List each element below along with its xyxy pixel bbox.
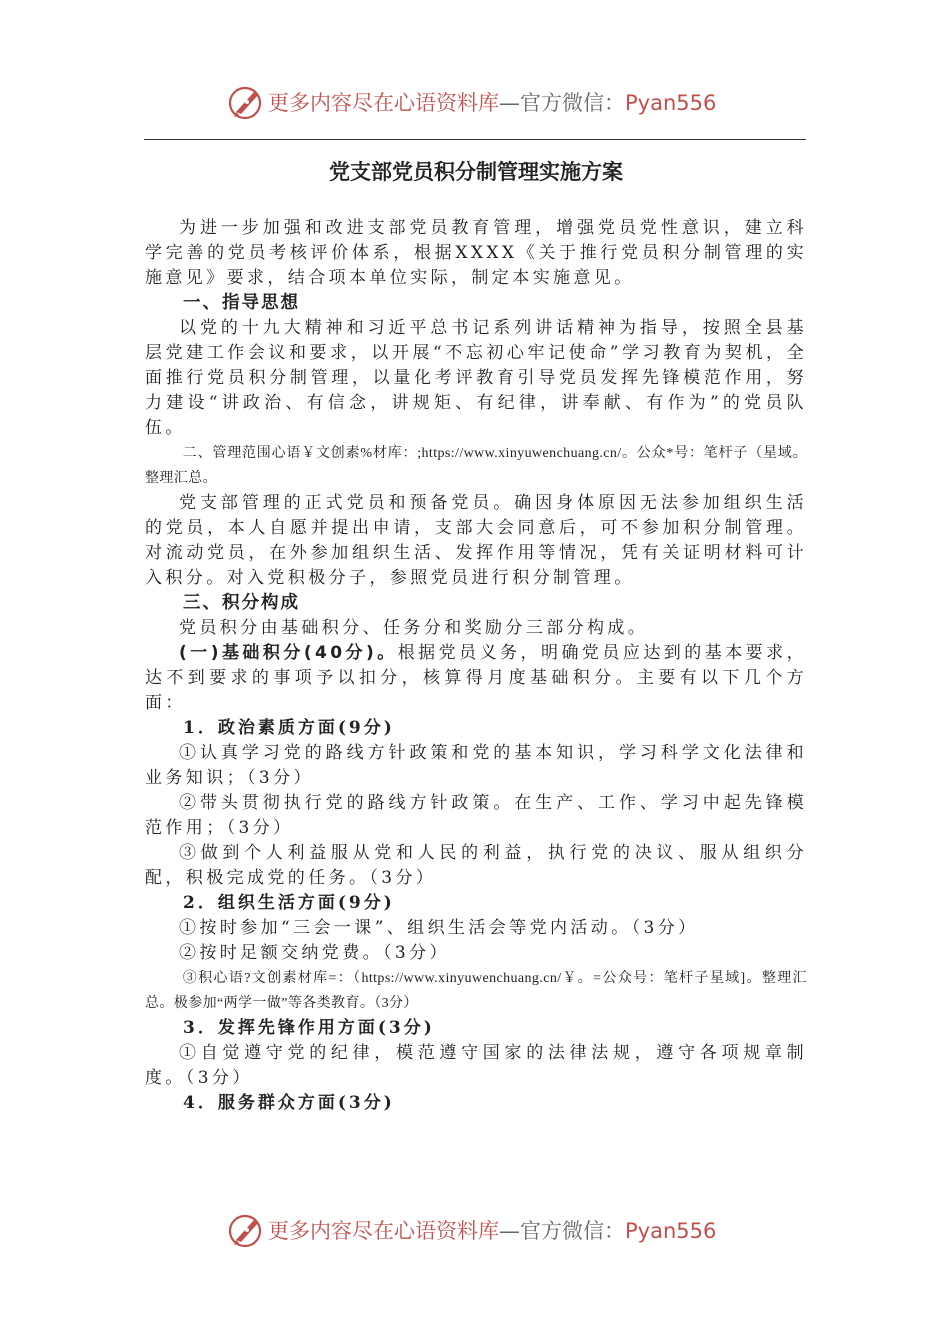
- item1-c: ③做到个人利益服从党和人民的利益，执行党的决议、服从组织分配，积极完成党的任务。（3分）: [145, 843, 807, 888]
- item4-heading: 4．服务群众方面(3分): [183, 1093, 395, 1113]
- section2-body: 党支部管理的正式党员和预备党员。确因身体原因无法参加组织生活的党员，本人自愿并提出申请，支部大会同意后，可不参加积分制管理。对流动党员，在外参加组织生活、发挥作用等情况，凭有关证明材料可计入积分。对入党积极分子，参照党员进行积分制管理。: [145, 493, 807, 588]
- banner-text: [268, 87, 716, 117]
- banner-wechat-id: Pyan556: [625, 1219, 717, 1243]
- section2-line: 二、管理范围心语￥文创素%材库：;https://www.xinyuwenchuang.cn/。公众*号：笔杆子（星域。整理汇总。: [145, 446, 807, 486]
- item1-a: ①认真学习党的路线方针政策和党的基本知识，学习科学文化法律和业务知识；（3分）: [145, 743, 807, 788]
- intro-paragraph: 为进一步加强和改进支部党员教育管理，增强党员党性意识，建立科学完善的党员考核评价体系，根据XXXX《关于推行党员积分制管理的实施意见》要求，结合项本单位实际，制定本实施意见。: [145, 218, 807, 288]
- banner-text: [268, 1215, 716, 1245]
- header-divider: [144, 139, 806, 140]
- document-title: 党支部党员积分制管理实施方案: [329, 160, 623, 184]
- item1-b: ②带头贯彻执行党的路线方针政策。在生产、工作、学习中起先锋模范作用；（3分）: [145, 793, 807, 838]
- banner-main-text: 更多内容尽在心语资料库: [268, 91, 499, 115]
- basic-score-body: 根据党员义务，明确党员应达到的基本要求，达不到要求的事项予以扣分，核算得月度基础积分。主要有以下几个方面：: [145, 643, 808, 713]
- section3-body: 党员积分由基础积分、任务分和奖励分三部分构成。: [179, 618, 649, 638]
- item2-heading: 2．组织生活方面(9分): [183, 893, 395, 913]
- item2-a: ①按时参加“三会一课”、组织生活会等党内活动。（3分）: [179, 918, 699, 938]
- banner-official-text: —官方微信：: [499, 1219, 625, 1243]
- header-banner: [228, 82, 748, 122]
- section1-heading: 一、指导思想: [183, 293, 300, 313]
- item1-heading: 1．政治素质方面(9分): [183, 718, 395, 738]
- item2-b: ②按时足额交纳党费。（3分）: [179, 943, 450, 963]
- basic-score-label: (一)基础积分(40分)。: [179, 643, 398, 663]
- item3-heading: 3．发挥先锋作用方面(3分): [183, 1018, 435, 1038]
- pen-logo-icon: [228, 84, 264, 120]
- item3-a: ①自觉遵守党的纪律，模范遵守国家的法律法规，遵守各项规章制度。（3分）: [145, 1043, 807, 1088]
- document-body: [145, 156, 807, 1116]
- section1-body: 以党的十九大精神和习近平总书记系列讲话精神为指导，按照全县基层党建工作会议和要求，以开展“不忘初心牢记使命”学习教育为契机，全面推行党员积分制管理，以量化考评教育引导党员发挥先锋模范作用，努力建设“讲政治、有信念，讲规矩、有纪律，讲奉献、有作为”的党员队伍。: [145, 318, 807, 438]
- pen-logo-icon: [228, 1212, 264, 1248]
- item2-c: ③积心语?文创素材库=：（https://www.xinyuwenchuang.cn/￥。=公众号：笔杆子星域]。整理汇总。极参加“两学一做”等各类教育。（3分）: [145, 971, 807, 1011]
- banner-wechat-id: Pyan556: [625, 91, 717, 115]
- footer-banner: [228, 1210, 748, 1250]
- banner-main-text: 更多内容尽在心语资料库: [268, 1219, 499, 1243]
- banner-official-text: —官方微信：: [499, 91, 625, 115]
- basic-score-paragraph: [145, 641, 807, 716]
- section3-heading: 三、积分构成: [183, 593, 300, 613]
